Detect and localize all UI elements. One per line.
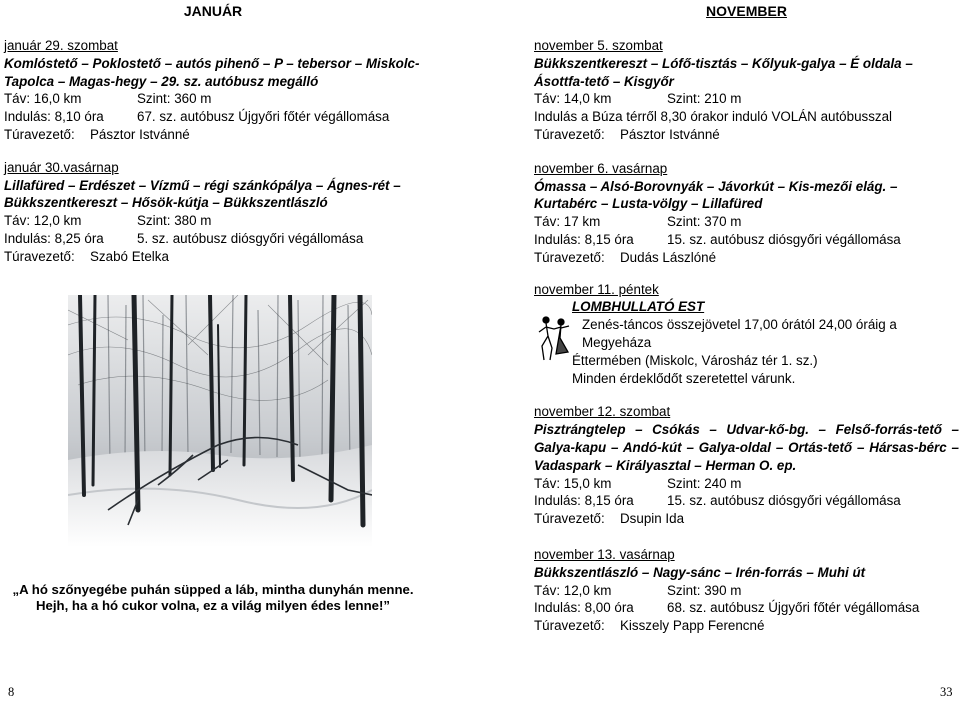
event-date: november 13. vasárnap — [534, 546, 675, 562]
distance-row — [534, 475, 959, 493]
guide-name: Pásztor Istvánné — [90, 126, 190, 142]
start-row — [534, 599, 959, 617]
event-nov-11 — [534, 281, 959, 388]
winter-forest-photo — [68, 295, 372, 547]
distance: Táv: 12,0 km — [4, 213, 82, 229]
distance-row — [4, 90, 422, 108]
guide-row — [4, 248, 422, 266]
quote-line-1: „A hó szőnyegébe puhán süpped a láb, mintha dunyhán menne. — [12, 582, 414, 597]
guide-name: Pásztor Istvánné — [620, 126, 720, 142]
winter-quote — [4, 582, 422, 614]
ball-title: LOMBHULLATÓ EST — [572, 299, 705, 315]
event-route: Komlóstető – Poklostető – autós pihenő – P – tebersor – Miskolc-Tapolca – Magas-hegy – 29. sz. autóbusz megálló — [4, 55, 420, 89]
guide-row — [534, 126, 959, 144]
event-date: november 6. vasárnap — [534, 160, 668, 176]
start-place: 67. sz. autóbusz Újgyőri főtér végállomása — [137, 109, 390, 125]
start-row: Indulás a Búza térről 8,30 órakor induló VOLÁN autóbusszal — [534, 109, 893, 125]
event-route: Bükkszentlászló – Nagy-sánc – Irén-forrás – Muhi út — [534, 564, 866, 580]
event-date: január 30.vasárnap — [4, 159, 119, 175]
distance: Táv: 14,0 km — [534, 91, 612, 107]
start-place: 15. sz. autóbusz diósgyőri végállomása — [667, 493, 901, 509]
event-nov-12 — [534, 403, 959, 528]
start-place: 15. sz. autóbusz diósgyőri végállomása — [667, 231, 901, 247]
start-row — [4, 230, 422, 248]
start-place: 68. sz. autóbusz Újgyőri főtér végállomása — [667, 600, 920, 616]
guide-label: Túravezető: — [534, 618, 605, 634]
right-page — [534, 0, 959, 652]
elevation: Szint: 380 m — [137, 213, 212, 229]
event-nov-6 — [534, 160, 959, 267]
start-place: 5. sz. autóbusz diósgyőri végállomása — [137, 230, 364, 246]
month-heading-november: NOVEMBER — [706, 3, 787, 19]
ball-announcement — [534, 298, 959, 387]
distance-row — [534, 90, 959, 108]
event-jan-29 — [4, 37, 422, 144]
guide-row — [534, 510, 959, 528]
guide-row — [534, 249, 959, 267]
event-nov-5 — [534, 37, 959, 144]
month-heading-january: JANUÁR — [183, 3, 243, 19]
start-time: Indulás: 8,00 óra — [534, 600, 634, 616]
elevation: Szint: 210 m — [667, 91, 742, 107]
elevation: Szint: 390 m — [667, 582, 742, 598]
start-time: Indulás: 8,25 óra — [4, 230, 104, 246]
page-number-left: 8 — [8, 685, 15, 699]
elevation: Szint: 370 m — [667, 214, 742, 230]
guide-row — [534, 617, 959, 635]
distance-row — [534, 213, 959, 231]
start-time: Indulás: 8,15 óra — [534, 231, 634, 247]
event-jan-30 — [4, 159, 422, 266]
event-date: november 5. szombat — [534, 38, 663, 53]
guide-label: Túravezető: — [534, 126, 605, 142]
distance-row — [4, 212, 422, 230]
distance-row — [534, 582, 959, 600]
guide-label: Túravezető: — [4, 248, 75, 264]
left-page — [4, 0, 422, 613]
guide-name: Dudás Lászlóné — [620, 249, 717, 265]
event-route: Lillafüred – Erdészet – Vízmű – régi szánkópálya – Ágnes-rét – Bükkszentkereszt – Hősök-kútja – Bükkszentlászló — [4, 177, 401, 211]
distance: Táv: 15,0 km — [534, 475, 612, 491]
distance: Táv: 12,0 km — [534, 582, 612, 598]
start-row — [534, 492, 959, 510]
event-route: Pisztrángtelep – Csókás – Udvar-kő-bg. – Felső-forrás-tető – Galya-kapu – Andó-kút – Galya-oldal – Ortás-tető – Hársas-bérc – Vadaspark – Királyasztal – Herman O. ep. — [534, 422, 959, 473]
start-time: Indulás: 8,10 óra — [4, 109, 104, 125]
quote-line-2: Hejh, ha a hó cukor volna, ez a világ milyen édes lenne!” — [36, 598, 390, 613]
page-number-right: 33 — [940, 685, 953, 699]
event-route: Bükkszentkereszt – Lófő-tisztás – Kőlyuk-galya – É oldala – Ásottfa-tető – Kisgyőr — [534, 55, 913, 89]
elevation: Szint: 360 m — [137, 91, 212, 107]
guide-label: Túravezető: — [4, 126, 75, 142]
event-route: Ómassa – Alsó-Borovnyák – Jávorkút – Kis-mezői elág. – Kurtabérc – Lusta-völgy – Lillafüred — [534, 178, 898, 212]
elevation: Szint: 240 m — [667, 475, 742, 491]
guide-name: Kisszely Papp Ferencné — [620, 618, 765, 634]
ball-line-2: Éttermében (Miskolc, Városház tér 1. sz.) — [572, 352, 818, 368]
event-date: november 12. szombat — [534, 404, 671, 420]
distance: Táv: 17 km — [534, 214, 601, 230]
guide-name: Dsupin Ida — [620, 511, 685, 527]
distance: Táv: 16,0 km — [4, 91, 82, 107]
winter-forest-image — [68, 295, 372, 547]
ball-line-1: Zenés-táncos összejövetel 17,00 órától 24,00 óráig a Megyeháza — [582, 317, 897, 350]
guide-row — [4, 126, 422, 144]
dancing-couple-icon — [534, 314, 574, 362]
guide-label: Túravezető: — [534, 249, 605, 265]
guide-label: Túravezető: — [534, 511, 605, 527]
start-time: Indulás: 8,15 óra — [534, 493, 634, 509]
event-date: november 11. péntek — [534, 281, 659, 297]
start-row — [4, 108, 422, 126]
start-row — [534, 231, 959, 249]
ball-line-3: Minden érdeklődőt szeretettel várunk. — [572, 370, 796, 386]
guide-name: Szabó Etelka — [90, 248, 169, 264]
event-nov-13 — [534, 546, 959, 635]
event-date: január 29. szombat — [4, 38, 118, 53]
